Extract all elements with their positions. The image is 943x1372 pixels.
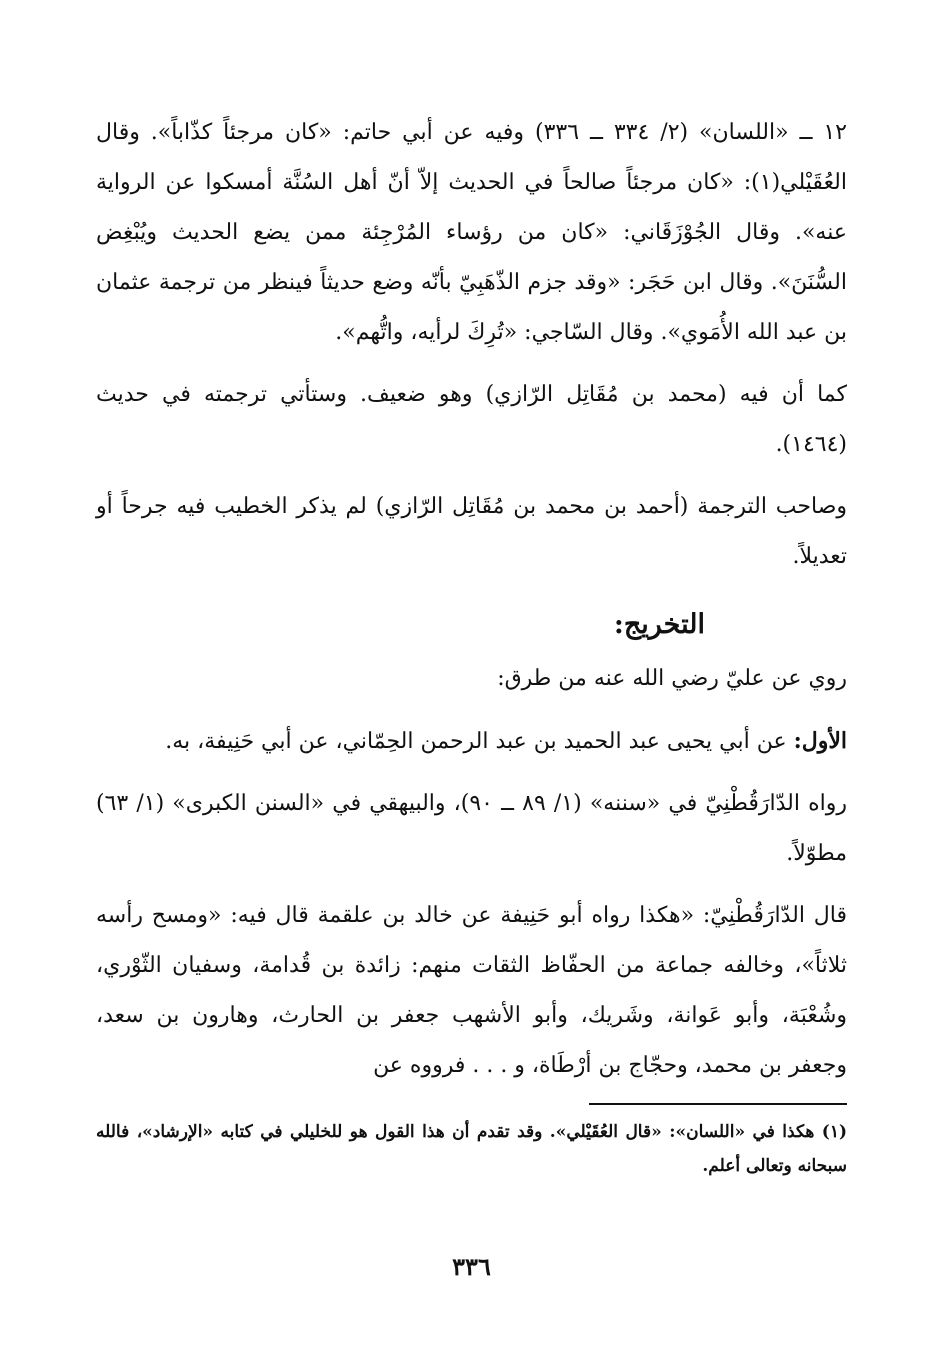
paragraph-first-route — [96, 716, 847, 767]
paragraph-sources: رواه الدّارَقُطْنِيّ في «سننه» (١/ ٨٩ ــ ٩٠)، والبيهقي في «السنن الكبرى» (١/ ٦٣) مطوّلاً. — [96, 791, 847, 866]
footnote: (١) هكذا في «اللسان»: «قال العُقَيْلي». وقد تقدم أن هذا القول هو للخليلي في كتابه «الإرشاد»، فالله سبحانه وتعالى أعلم. — [96, 1122, 847, 1176]
paragraph-narrator-weak: كما أن فيه (محمد بن مُقَاتِل الرّازي) وهو ضعيف. وستأتي ترجمته في حديث (١٤٦٤). — [96, 382, 847, 457]
footnote-divider — [589, 1103, 847, 1105]
first-route-lead: الأول: — [793, 728, 847, 754]
paragraph-note-12: ١٢ ــ «اللسان» (٢/ ٣٣٤ ــ ٣٣٦) وفيه عن أبي حاتم: «كان مرجئاً كذّاباً». وقال العُقَيْلي(١): «كان مرجئاً صالحاً في الحديث إلاّ أنّ أهل السُنَّة أمسكوا عن الرواية عنه». وقال الجُوْزَقَاني: «كان من رؤساء المُرْجِئة ممن يضع الحديث ويُبْغِض السُّنَنَ». وقال ابن حَجَر: «وقد جزم الذّهَبِيّ بأنّه وضع حديثاً فينظر من ترجمة عثمان بن عبد الله الأُمَوي». وقال السّاجي: «تُرِكَ لرأيه، واتُّهم». — [96, 120, 847, 345]
paragraph-daraqutni-quote: قال الدّارَقُطْنِيّ: «هكذا رواه أبو حَنِيفة عن خالد بن علقمة قال فيه: «ومسح رأسه ثلاثاً»، وخالفه جماعة من الحفّاظ الثقات منهم: زائدة بن قُدامة، وسفيان الثّوْري، وشُعْبَة، وأبو عَوانة، وشَريك، وأبو الأشهب جعفر بن الحارث، وهارون بن سعد، وجعفر بن محمد، وحجّاج بن أرْطَاة، و . . . فرووه عن — [96, 903, 847, 1078]
section-heading: التخريج: — [613, 609, 705, 640]
first-route-text: عن أبي يحيى عبد الحميد بن عبد الرحمن الحِمّاني، عن أبي حَنِيفة، به. — [165, 729, 794, 754]
page-number: ٣٣٦ — [452, 1252, 491, 1281]
paragraph-intro: روي عن عليّ رضي الله عنه من طرق: — [497, 666, 847, 691]
paragraph-subject-biography: وصاحب الترجمة (أحمد بن محمد بن مُقَاتِل الرّازي) لم يذكر الخطيب فيه جرحاً أو تعديلاً. — [96, 494, 847, 569]
